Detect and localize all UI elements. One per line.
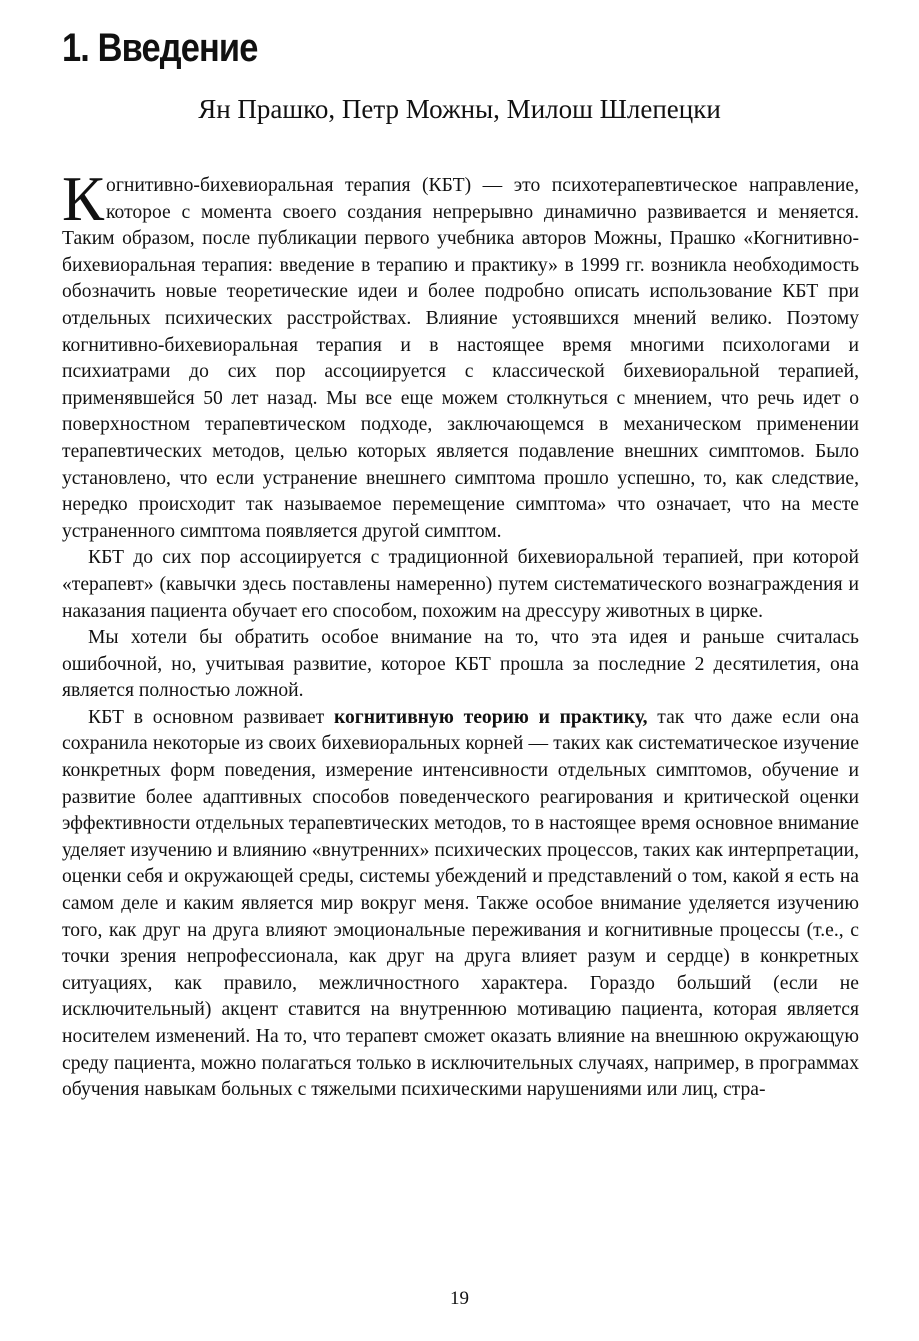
chapter-title: 1. Введение <box>62 26 258 70</box>
chapter-authors: Ян Прашко, Петр Можны, Милош Шлепецки <box>198 94 721 124</box>
paragraph-4-lead: КБТ в основном развивает <box>88 706 334 728</box>
paragraph-4-text: так что даже если она сохранила некоторые из своих бихевиоральных корней — таких как систематическое изучение конкретных форм поведения, измерение интенсивности отдельных симптомов, обучение и развитие более адаптивных способов поведенческого реагирования и критической оценки эффективности отдельных терапевтических методов, то в настоящее время основное внимание уделяет изучению и влиянию «внутренних» психических процессов, таких как интерпретации, оценки себя и окружающей среды, системы убеждений и представлений о том, какой я есть на самом деле и каким является мир вокруг меня. Также особое внимание уделяется изучению того, как друг на друга влияют эмоциональные переживания и когнитивные процессы (т.е., с точки зрения непрофессионала, как друг на друга влияет разум и сердце) в конкретных ситуациях, как правило, межличностного характера. Гораздо больший (если не исключительный) акцент ставится на внутреннюю мотивацию пациента, которая является носителем изменений. На то, что терапевт сможет оказать влияние на внешнюю окружающую среду пациента, можно полагаться только в исключительных случаях, например, в программах обучения навыкам больных с тяжелыми психическими нарушениями или лиц, стра- <box>62 706 859 1101</box>
paragraph-2: КБТ до сих пор ассоциируется с традиционной бихевиоральной терапией, при которой «терапевт» (кавычки здесь поставлены намеренно) путем систематического вознаграждения и наказания пациента обучает его способом, похожим на дрессуру животных в цирке. <box>62 547 859 622</box>
drop-cap: К <box>62 164 105 234</box>
paragraph-4 <box>62 705 859 1104</box>
chapter-body <box>62 164 859 1104</box>
paragraph-3: Мы хотели бы обратить особое внимание на то, что эта идея и раньше считалась ошибочной, но, учитывая развитие, которое КБТ прошла за последние 2 десятилетия, она является полностью ложной. <box>62 627 859 702</box>
page-number: 19 <box>450 1288 469 1309</box>
paragraph-1 <box>62 164 859 545</box>
paragraph-1-text: огнитивно-бихевиоральная терапия (КБТ) — это психотерапевтическое направление, которое с момента своего создания непрерывно динамично развивается и меняется. Таким образом, после публикации первого учебника авторов Можны, Прашко «Когнитивно-бихевиоральная терапия: введение в терапию и практику» в 1999 гг. возникла необходимость обозначить новые теоретические идеи и более подробно описать использование КБТ при отдельных психических расстройствах. Влияние устоявшихся мнений велико. Поэтому когнитивно-бихевиоральная терапия и в настоящее время многими психологами и психиатрами до сих пор ассоциируется с классической бихевиоральной терапией, применявшейся 50 лет назад. Мы все еще можем столкнуться с мнением, что речь идет о поверхностном терапевтическом подходе, заключающемся в механическом применении терапевтических методов, целью которых является подавление внешних симптомов. Было установлено, что если устранение внешнего симптома прошло успешно, то, как следствие, нередко происходит так называемое перемещение симптома» что означает, что на месте устраненного симптома появляется другой симптом. <box>62 175 859 542</box>
paragraph-4-bold-phrase: когнитивную теорию и практику, <box>333 706 648 728</box>
